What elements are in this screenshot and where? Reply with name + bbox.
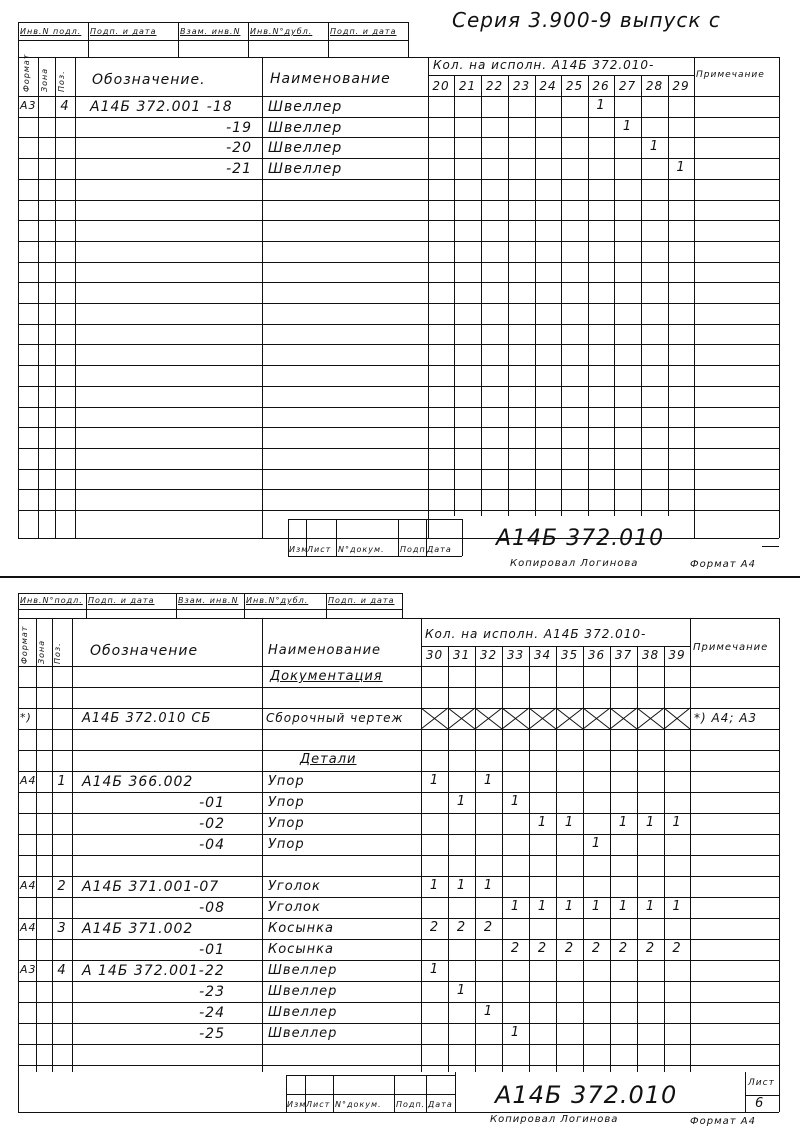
name-cell: Швеллер bbox=[268, 1026, 338, 1041]
quantity-cell: 1 bbox=[483, 878, 494, 893]
variant-number: 31 bbox=[452, 648, 471, 662]
quantity-cell: 1 bbox=[429, 962, 440, 977]
stamp-label: Инв.N°дубл. bbox=[246, 596, 309, 605]
name-cell: Упор bbox=[268, 795, 305, 810]
name-cell: Уголок bbox=[268, 879, 321, 894]
quantity-cell: 1 bbox=[456, 983, 467, 998]
position-cell: 4 bbox=[57, 963, 67, 978]
quantity-cell: 1 bbox=[537, 815, 548, 830]
quantity-cell: 1 bbox=[618, 899, 629, 914]
variant-number: 24 bbox=[539, 79, 557, 93]
title-code: А14Б 372.010 bbox=[495, 1081, 678, 1109]
stamp-label: Инв.N подл. bbox=[20, 27, 82, 36]
designation-cell: А 14Б 372.001-22 bbox=[82, 963, 225, 979]
title-block-label: N°докум. bbox=[335, 1100, 382, 1109]
quantity-cell: 2 bbox=[618, 941, 629, 956]
variant-number: 37 bbox=[614, 648, 633, 662]
quantity-cell: 1 bbox=[645, 899, 656, 914]
quantity-cell: 1 bbox=[672, 899, 682, 914]
qty-header: Кол. на исполн. А14Б 372.010- bbox=[425, 627, 647, 641]
title-block-label: Лист bbox=[306, 1100, 331, 1109]
designation-cell: А14Б 371.001-07 bbox=[82, 879, 220, 895]
designation-cell: -21 bbox=[226, 161, 252, 177]
title-block-label: Изм bbox=[287, 1100, 307, 1109]
stamp-label: Взам. инв.N bbox=[178, 596, 239, 605]
variant-number: 35 bbox=[560, 648, 579, 662]
format-cell: А4 bbox=[20, 921, 37, 934]
variant-number: 32 bbox=[479, 648, 498, 662]
series-header: Серия 3.900-9 выпуск с bbox=[452, 8, 721, 32]
variant-number: 23 bbox=[512, 79, 531, 93]
format-label: Формат А4 bbox=[690, 559, 756, 570]
quantity-cell: 1 bbox=[591, 836, 602, 851]
sheet-label: Лист bbox=[748, 1078, 775, 1088]
quantity-cell: 1 bbox=[645, 815, 656, 830]
quantity-cell: 2 bbox=[510, 941, 521, 956]
name-cell: Сборочный чертеж bbox=[266, 711, 404, 725]
variant-number: 27 bbox=[618, 79, 637, 93]
variant-number: 20 bbox=[432, 79, 450, 93]
vertical-header: Формат bbox=[20, 625, 29, 664]
designation-cell: -19 bbox=[226, 120, 252, 136]
quantity-cell: 1 bbox=[676, 160, 686, 175]
designation-cell: -23 bbox=[199, 984, 225, 1000]
quantity-cell: 1 bbox=[649, 139, 660, 154]
sheet-number: 6 bbox=[755, 1096, 765, 1111]
designation-cell: -04 bbox=[199, 837, 225, 853]
quantity-cell: 1 bbox=[483, 1004, 494, 1019]
name-cell: Упор bbox=[268, 816, 305, 831]
quantity-cell: 1 bbox=[564, 899, 575, 914]
quantity-cell: 1 bbox=[483, 773, 494, 788]
variant-number: 26 bbox=[592, 79, 610, 93]
note-header: Примечание bbox=[696, 70, 765, 80]
variant-number: 25 bbox=[565, 79, 584, 93]
stamp-label: Подп. и дата bbox=[328, 596, 395, 605]
designation-header: Обозначение bbox=[90, 643, 199, 659]
variant-number: 21 bbox=[458, 79, 477, 93]
format-cell: А3 bbox=[20, 99, 37, 112]
designation-cell: -24 bbox=[199, 1005, 225, 1021]
grid-line bbox=[286, 1075, 455, 1076]
title-block-label: Лист bbox=[307, 545, 332, 554]
grid-line bbox=[333, 1075, 334, 1112]
stamp-label: Инв.N°дубл. bbox=[250, 27, 313, 36]
quantity-cell: 1 bbox=[456, 794, 467, 809]
name-cell: Упор bbox=[268, 837, 305, 852]
name-cell: Швеллер bbox=[268, 120, 343, 136]
position-cell: 1 bbox=[57, 774, 67, 789]
grid-line bbox=[455, 1072, 456, 1112]
format-cell: *) bbox=[20, 711, 32, 724]
quantity-cell: 2 bbox=[483, 920, 494, 935]
title-block-label: Дата bbox=[427, 545, 452, 554]
stamp-label: Взам. инв.N bbox=[180, 27, 241, 36]
variant-number: 38 bbox=[641, 648, 660, 662]
variant-number: 29 bbox=[672, 79, 690, 93]
vertical-header: Формат bbox=[22, 53, 31, 92]
quantity-cell: 2 bbox=[645, 941, 656, 956]
qty-header: Кол. на исполн. А14Б 372.010- bbox=[433, 58, 655, 72]
name-cell: Уголок bbox=[268, 900, 321, 915]
quantity-cell: 1 bbox=[537, 899, 548, 914]
quantity-cell: 1 bbox=[510, 899, 521, 914]
name-cell: Упор bbox=[268, 774, 305, 789]
name-cell: Швеллер bbox=[268, 99, 343, 115]
position-cell: 2 bbox=[57, 879, 67, 894]
name-header: Наименование bbox=[270, 71, 391, 87]
stamp-label: Инв.N°подл. bbox=[20, 596, 83, 605]
variant-number: 33 bbox=[506, 648, 525, 662]
quantity-cell: 1 bbox=[591, 899, 602, 914]
designation-cell: А14Б 371.002 bbox=[82, 921, 194, 937]
vertical-header: Поз. bbox=[53, 642, 62, 664]
stamp-label: Подп. и дата bbox=[88, 596, 155, 605]
variant-number: 22 bbox=[485, 79, 504, 93]
variant-number: 36 bbox=[587, 648, 606, 662]
stamp-label: Подп. и дата bbox=[90, 27, 157, 36]
copied-by: Копировал Логинова bbox=[510, 558, 639, 569]
grid-line bbox=[286, 1094, 455, 1095]
designation-cell: -01 bbox=[199, 795, 225, 811]
quantity-cell: 1 bbox=[672, 815, 682, 830]
variant-number: 34 bbox=[533, 648, 552, 662]
quantity-cell: 2 bbox=[591, 941, 602, 956]
note-header: Примечание bbox=[693, 642, 769, 653]
quantity-cell: 2 bbox=[564, 941, 575, 956]
quantity-cell: 1 bbox=[429, 878, 440, 893]
title-block-label: Подп. bbox=[396, 1100, 426, 1109]
name-cell: Швеллер bbox=[268, 963, 338, 978]
position-cell: 3 bbox=[57, 921, 67, 936]
stamp-label: Подп. и дата bbox=[330, 27, 397, 36]
designation-cell: А14Б 366.002 bbox=[82, 774, 194, 790]
grid-line bbox=[394, 1075, 395, 1112]
quantity-cell: 2 bbox=[456, 920, 467, 935]
vertical-header: Поз. bbox=[57, 70, 66, 92]
name-cell: Косынка bbox=[268, 921, 334, 936]
designation-cell: -02 bbox=[199, 816, 225, 832]
quantity-cell: 1 bbox=[510, 1025, 521, 1040]
vertical-header: Зона bbox=[37, 639, 46, 664]
format-cell: А4 bbox=[20, 879, 37, 892]
quantity-cell: 1 bbox=[564, 815, 575, 830]
quantity-cell: 2 bbox=[537, 941, 548, 956]
position-cell: 4 bbox=[60, 99, 70, 114]
name-cell: Швеллер bbox=[268, 984, 338, 999]
title-block-label: Изм bbox=[289, 545, 309, 554]
note-cell: *) А4; А3 bbox=[694, 711, 758, 725]
title-block-label: N°докум. bbox=[338, 545, 385, 554]
name-cell: Швеллер bbox=[268, 1005, 338, 1020]
quantity-cell: 2 bbox=[429, 920, 440, 935]
name-cell: Швеллер bbox=[268, 161, 343, 177]
quantity-cell: 1 bbox=[429, 773, 440, 788]
grid-line bbox=[745, 1072, 746, 1112]
designation-cell: -01 bbox=[199, 942, 225, 958]
designation-cell: -25 bbox=[199, 1026, 225, 1042]
title-code: А14Б 372.010 bbox=[496, 526, 665, 551]
variant-number: 28 bbox=[645, 79, 664, 93]
variant-number: 39 bbox=[668, 648, 686, 662]
name-cell: Швеллер bbox=[268, 140, 343, 156]
designation-header: Обозначение. bbox=[92, 72, 206, 88]
variant-number: 30 bbox=[425, 648, 444, 662]
title-block-label: Дата bbox=[428, 1100, 453, 1109]
quantity-cell: 2 bbox=[672, 941, 682, 956]
section-heading: Документация bbox=[270, 669, 383, 684]
quantity-cell: 1 bbox=[622, 119, 633, 134]
format-label: Формат А4 bbox=[690, 1116, 756, 1127]
copied-by: Копировал Логинова bbox=[490, 1114, 619, 1125]
name-header: Наименование bbox=[268, 643, 382, 658]
grid-line bbox=[426, 1075, 427, 1112]
title-block-label: Подп. bbox=[400, 545, 430, 554]
format-cell: А4 bbox=[20, 774, 37, 787]
name-cell: Косынка bbox=[268, 942, 334, 957]
quantity-cell: 1 bbox=[510, 794, 521, 809]
vertical-header: Зона bbox=[40, 67, 49, 92]
quantity-cell: 1 bbox=[596, 98, 606, 113]
designation-cell: -08 bbox=[199, 900, 225, 916]
section-heading: Детали bbox=[300, 752, 357, 767]
quantity-cell: 1 bbox=[618, 815, 629, 830]
quantity-cell: 1 bbox=[456, 878, 467, 893]
designation-cell: А14Б 372.001 -18 bbox=[90, 99, 233, 115]
designation-cell: А14Б 372.010 СБ bbox=[82, 711, 212, 726]
format-cell: А3 bbox=[20, 963, 37, 976]
designation-cell: -20 bbox=[226, 140, 252, 156]
